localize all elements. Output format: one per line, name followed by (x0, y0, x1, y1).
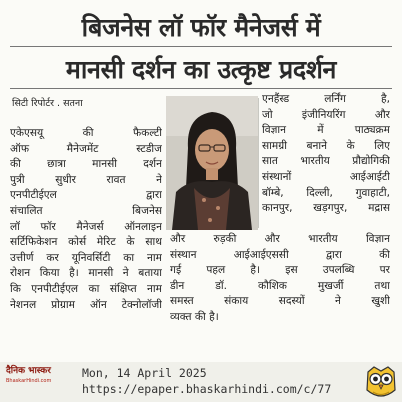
body-line: समस्त संकाय सदस्यों ने खुशी (170, 295, 390, 308)
body-line: लॉ फॉर मैनेजर्स ऑनलाइन (10, 220, 162, 233)
headline-divider (10, 46, 392, 47)
body-line: नेशनल प्रोग्राम ऑन टेक्नोलॉजी (10, 298, 162, 311)
body-line: डीन डॉ. कौशिक मुखर्जी तथा (170, 279, 390, 292)
woman-portrait-image (166, 96, 258, 230)
body-line: संस्थान आईआईएससी द्वारा की (170, 248, 390, 261)
body-line: कि एनपीटीईएल का संक्षिप्त नाम (10, 282, 162, 295)
body-line: और रुड़की और भारतीय विज्ञान (170, 233, 390, 245)
body-column-left (10, 126, 162, 313)
body-line: सर्टिफिकेशन कोर्स मेरिट के साथ (10, 236, 162, 249)
headline-line-2: मानसी दर्शन का उत्कृष्ट प्रदर्शन (65, 55, 337, 84)
body-line: रोशन किया है। मानसी ने बताया (10, 267, 162, 280)
body-line: उत्तीर्ण कर यूनिवर्सिटी का नाम (10, 251, 162, 264)
body-line: सामग्री बनाने के लिए (262, 139, 390, 152)
body-line: जो इंजीनियरिंग और (262, 108, 390, 121)
body-line: पुत्री सुधीर रावत ने (10, 173, 162, 186)
epaper-link[interactable]: https://epaper.bhaskarhindi.com/c/77 (82, 382, 332, 396)
body-line: व्यक्त की है। (170, 310, 219, 323)
body-line: एनपीटीईएल द्वारा (10, 189, 162, 202)
body-line: गई पहल है। इस उपलब्धि पर (170, 264, 390, 277)
body-column-right-wide (170, 232, 390, 326)
body-line: एकेएसयू की फैकल्टी (10, 127, 162, 139)
body-line: सात भारतीय प्रौद्योगिकी (262, 155, 390, 168)
body-line: एनहैंस्ड लर्निंग है, (262, 93, 390, 105)
logo-name: दैनिक भास्कर (6, 366, 51, 376)
body-line: कानपुर, खड़गपुर, मद्रास (262, 202, 390, 215)
body-line: ऑफ मैनेजमेंट स्टडीज (10, 142, 162, 155)
dainik-bhaskar-logo (6, 366, 76, 396)
owl-icon (364, 364, 398, 400)
column-divider (258, 98, 259, 228)
publish-date: Mon, 14 April 2025 (82, 366, 207, 380)
portrait-photo (166, 96, 258, 230)
headline-bottom-rule (10, 88, 392, 89)
headline-line-1: बिजनेस लॉ फॉर मैनेजर्स में (81, 13, 321, 42)
byline: सिटी रिपोर्टर . सतना (12, 98, 83, 109)
body-line: विज्ञान में पाठ्यक्रम (262, 124, 390, 137)
body-line: संस्थानों आईआईटी (262, 170, 390, 183)
body-line: की छात्रा मानसी दर्शन (10, 158, 162, 171)
logo-subtitle: BhaskarHindi.com (6, 378, 52, 384)
body-column-right-top (262, 92, 390, 217)
body-line: संचालित बिजनेस (10, 204, 162, 217)
body-line: बॉम्बे, दिल्ली, गुवाहाटी, (262, 186, 390, 199)
